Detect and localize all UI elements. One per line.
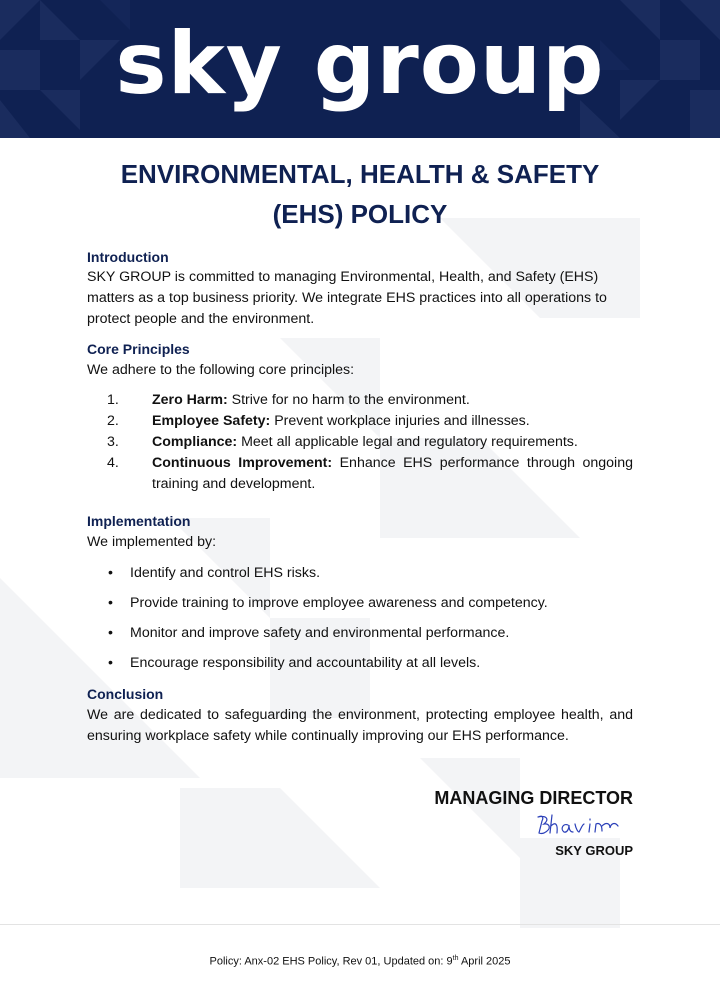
implementation-intro: We implemented by: — [87, 534, 217, 550]
list-item — [87, 390, 633, 411]
conclusion-heading: Conclusion — [87, 686, 164, 702]
core-principles-intro: We adhere to the following core principles: — [87, 362, 355, 378]
principle-text: Enhance EHS performance through ongoing training and development. — [152, 455, 633, 492]
list-number: 4. — [107, 455, 119, 471]
conclusion-text: We are dedicated to safeguarding the environment, protecting employee health, and ensuring workplace safety while continually improving our EHS performance. — [87, 707, 633, 744]
bullet-icon: • — [108, 595, 113, 611]
footer — [0, 955, 720, 968]
signature-image — [532, 811, 632, 839]
list-item — [87, 623, 633, 653]
core-principles-list — [87, 390, 633, 495]
principle-label: Zero Harm: — [152, 392, 228, 408]
signatory-company: SKY GROUP — [555, 843, 633, 858]
list-item — [87, 653, 633, 683]
principle-label: Compliance: — [152, 434, 238, 450]
bullet-icon: • — [108, 655, 113, 671]
footer-text: Policy: Anx-02 EHS Policy, Rev 01, Updated on: 9 — [209, 955, 453, 968]
list-item — [87, 432, 633, 453]
list-item-text: Provide training to improve employee awareness and competency. — [130, 595, 548, 611]
principle-text: Prevent workplace injuries and illnesses. — [270, 413, 530, 429]
introduction-text: SKY GROUP is committed to managing Environmental, Health, and Safety (EHS) matters as a top business priority. We integrate EHS practices into all operations to protect people and the environment. — [87, 269, 607, 327]
company-logo: sky group — [115, 14, 605, 114]
introduction-heading: Introduction — [87, 249, 169, 265]
header-banner — [0, 0, 720, 138]
principle-label: Employee Safety: — [152, 413, 271, 429]
list-item — [87, 563, 633, 593]
list-item-text: Monitor and improve safety and environmental performance. — [130, 625, 510, 641]
signatory-title: MANAGING DIRECTOR — [434, 788, 633, 808]
list-item-text: Identify and control EHS risks. — [130, 565, 321, 581]
list-item — [87, 593, 633, 623]
list-item — [87, 453, 633, 495]
implementation-heading: Implementation — [87, 513, 191, 529]
footer-divider — [0, 924, 720, 925]
footer-ordinal: th — [452, 955, 459, 962]
bullet-icon: • — [108, 565, 113, 581]
list-number: 1. — [107, 392, 119, 408]
footer-date: April 2025 — [458, 955, 511, 968]
title-line-2: (EHS) POLICY — [272, 199, 448, 229]
core-principles-heading: Core Principles — [87, 341, 190, 357]
list-number: 3. — [107, 434, 119, 450]
list-item-text: Encourage responsibility and accountability at all levels. — [130, 655, 481, 671]
principle-label: Continuous Improvement: — [152, 455, 333, 471]
list-item — [87, 411, 633, 432]
list-number: 2. — [107, 413, 119, 429]
principle-text: Strive for no harm to the environment. — [227, 392, 470, 408]
title-line-1: ENVIRONMENTAL, HEALTH & SAFETY — [120, 159, 600, 189]
principle-text: Meet all applicable legal and regulatory requirements. — [237, 434, 578, 450]
bullet-icon: • — [108, 625, 113, 641]
page-title — [60, 154, 660, 234]
implementation-list — [87, 563, 633, 683]
